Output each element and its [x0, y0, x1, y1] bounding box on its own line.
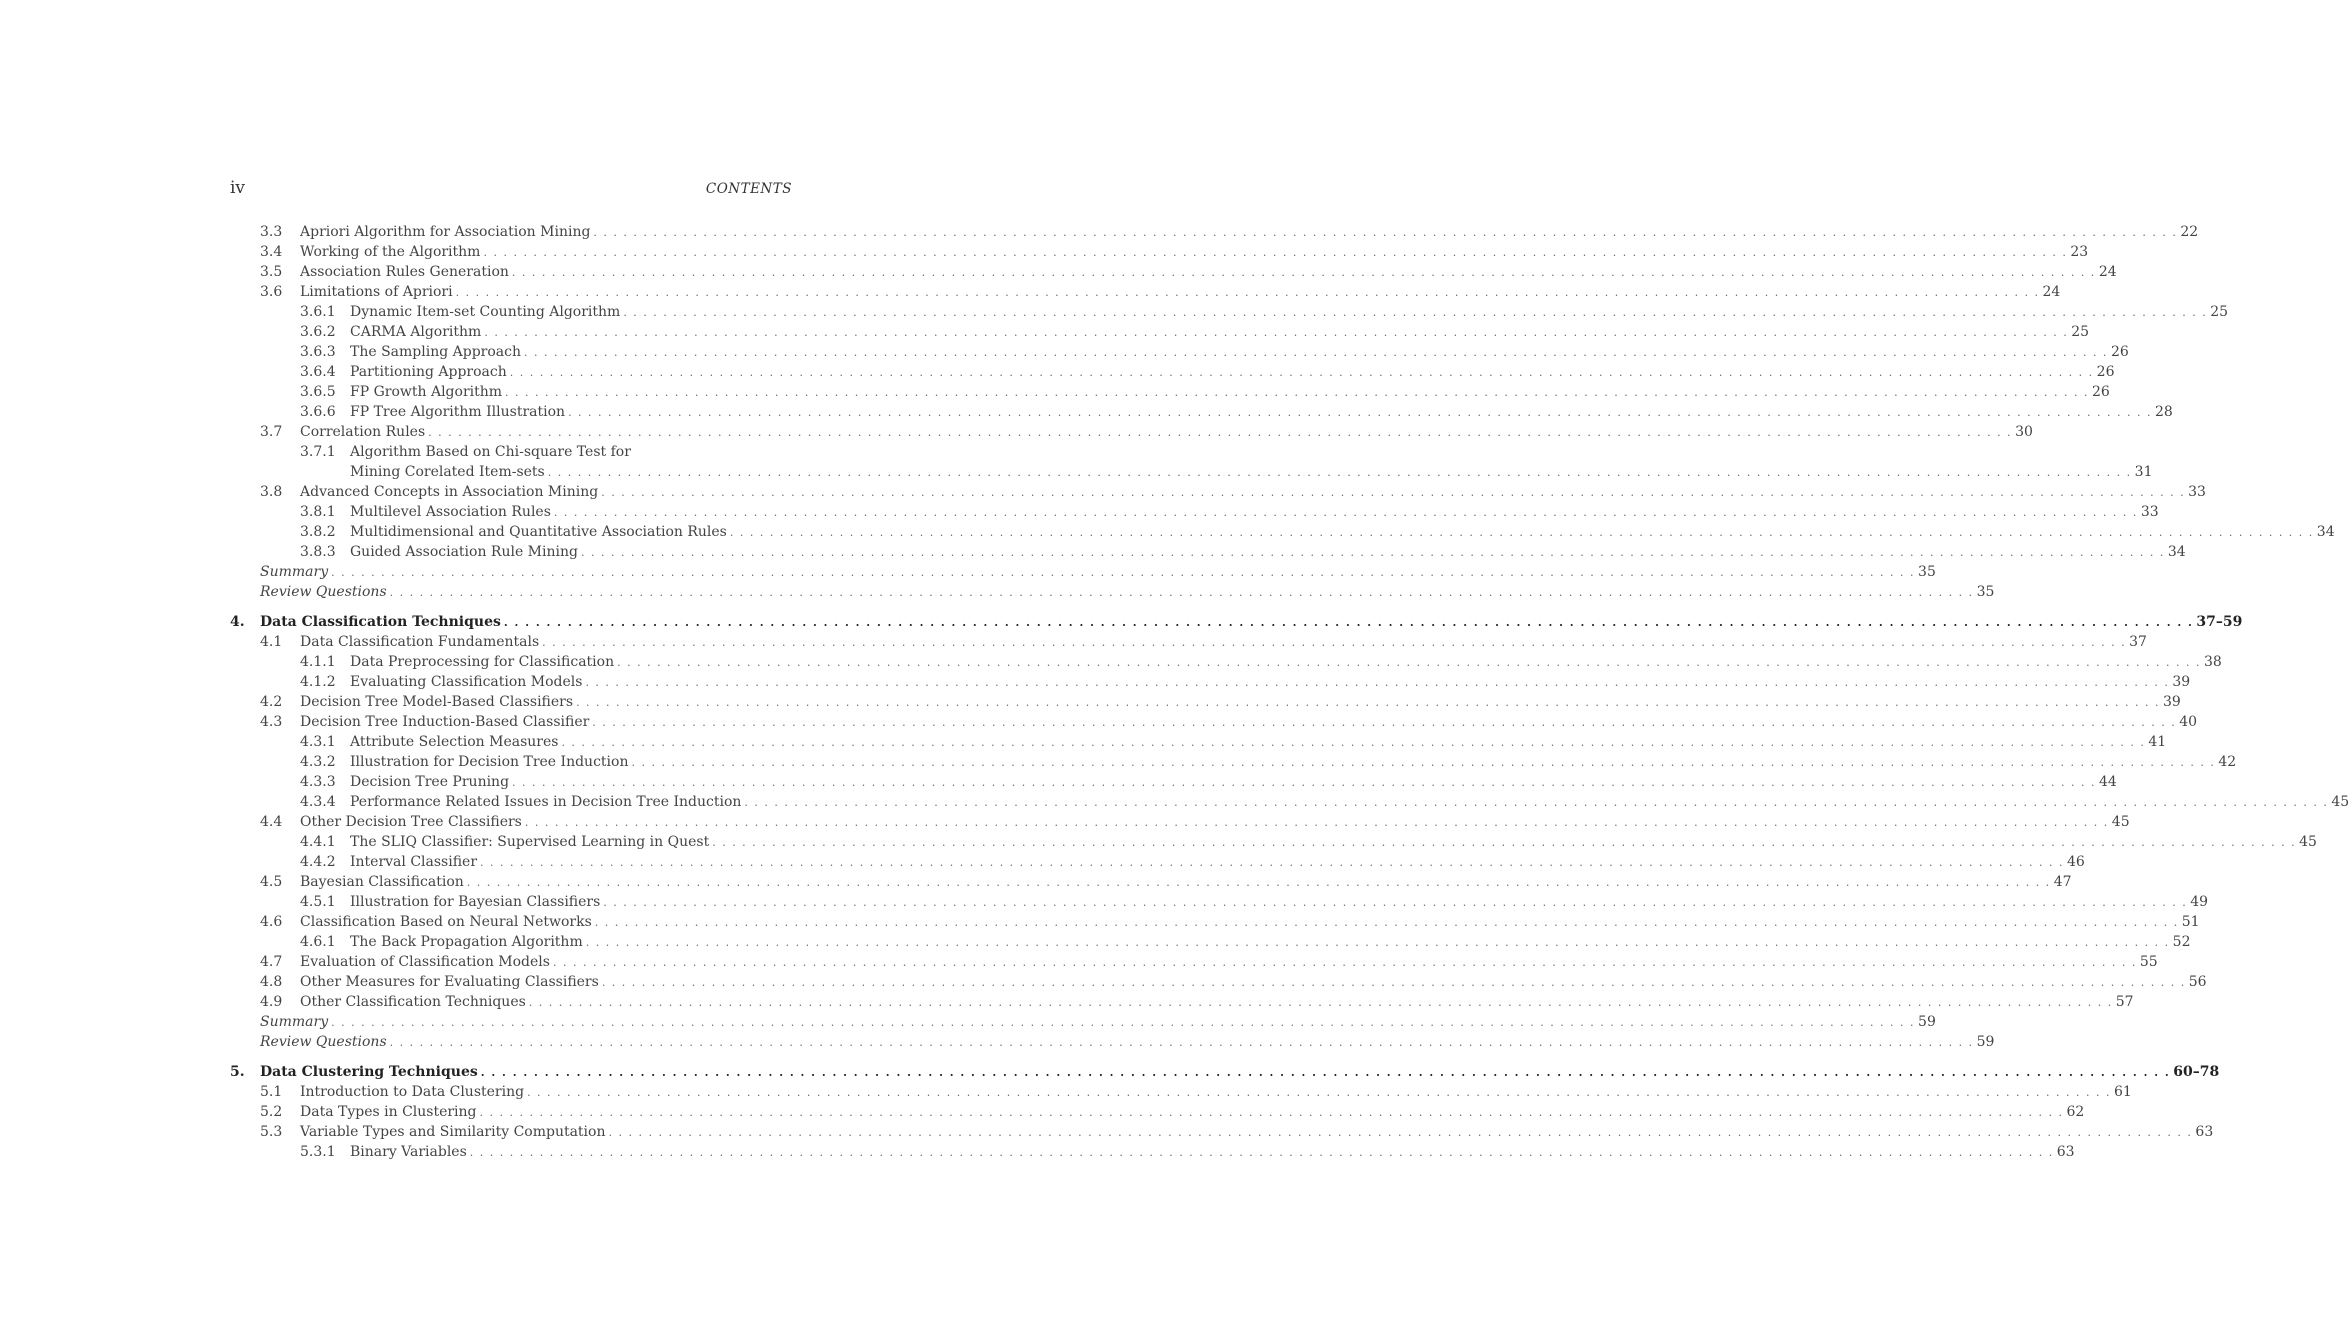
toc-entry-page: 60–78 [2170, 1062, 2189, 1082]
toc-entry-title: Attribute Selection Measures [350, 732, 561, 752]
toc-entry-page: 62 [2063, 1102, 2082, 1122]
toc-entry[interactable] [230, 972, 2207, 992]
dot-leader [603, 893, 2187, 913]
toc-entry-number: 5.3.1 [300, 1144, 336, 1160]
toc-entry-page: 49 [2187, 892, 2206, 912]
toc-entry[interactable] [230, 632, 2147, 652]
toc-entry-title: Guided Association Rule Mining [350, 542, 581, 562]
toc-entry[interactable] [230, 1012, 1936, 1032]
toc-entry-number: 3.6.3 [300, 344, 336, 360]
toc-entry[interactable] [230, 812, 2130, 832]
toc-entry-title: Bayesian Classification [300, 872, 467, 892]
dot-leader [470, 1143, 2054, 1163]
toc-entry[interactable] [230, 222, 2199, 242]
toc-entry[interactable] [230, 482, 2206, 502]
dot-leader [561, 733, 2145, 753]
toc-entry-title: Other Classification Techniques [300, 992, 529, 1012]
dot-leader [527, 1083, 2111, 1103]
toc-entry-page: 34 [2165, 542, 2184, 562]
toc-entry[interactable] [230, 832, 2317, 852]
dot-leader [512, 263, 2096, 283]
toc-entry-number: 4.8 [260, 974, 283, 990]
dot-leader [585, 673, 2169, 693]
toc-entry-page: 41 [2145, 732, 2164, 752]
dot-leader [480, 853, 2064, 873]
toc-entry-title: Evaluation of Classification Models [300, 952, 553, 972]
dot-leader [602, 973, 2186, 993]
dot-leader [554, 503, 2138, 523]
toc-entry[interactable] [230, 912, 2200, 932]
toc-entry-page: 33 [2185, 482, 2204, 502]
toc-entry-title: Illustration for Decision Tree Induction [350, 752, 631, 772]
toc-entry[interactable] [230, 1102, 2085, 1122]
toc-entry-number: 4.3.4 [300, 794, 336, 810]
toc-entry-page: 42 [2215, 752, 2234, 772]
toc-entry[interactable] [230, 382, 2110, 402]
dot-leader [428, 423, 2012, 443]
toc-entry-number: 4.4 [260, 814, 283, 830]
toc-entry-page: 35 [1915, 562, 1934, 582]
dot-leader [568, 403, 2152, 423]
dot-leader [593, 223, 2177, 243]
dot-leader [481, 1063, 2170, 1083]
toc-entry-page: 46 [2064, 852, 2083, 872]
toc-entry-page: 31 [2132, 462, 2151, 482]
dot-leader [744, 793, 2328, 813]
toc-entry-page: 35 [1974, 582, 1993, 602]
toc-entry-title: Data Preprocessing for Classification [350, 652, 617, 672]
toc-entry[interactable] [230, 1142, 2075, 1162]
toc-entry-title: Data Classification Fundamentals [300, 632, 542, 652]
dot-leader [467, 873, 2051, 893]
toc-entry-page: 45 [2109, 812, 2128, 832]
toc-entry[interactable] [230, 582, 1995, 602]
dot-leader [505, 383, 2089, 403]
toc-entry-title: Dynamic Item-set Counting Algorithm [350, 302, 623, 322]
toc-entry-title: Multilevel Association Rules [350, 502, 554, 522]
dot-leader [553, 953, 2137, 973]
toc-chapter-entry[interactable] [230, 1062, 2220, 1082]
toc-entry[interactable] [230, 522, 2335, 542]
toc-entry-number: 4.1.2 [300, 674, 336, 690]
toc-entry-number: 3.6.5 [300, 384, 336, 400]
toc-entry-number: 3.7 [260, 424, 283, 440]
toc-entry-title: Association Rules Generation [300, 262, 512, 282]
dot-leader [331, 563, 1915, 583]
toc-entry-number: 3.8 [260, 484, 283, 500]
toc-entry-title: CARMA Algorithm [350, 322, 484, 342]
dot-leader [504, 613, 2193, 633]
toc-entry-title: Data Classification Techniques [260, 612, 504, 632]
toc-entry-title: Decision Tree Induction-Based Classifier [300, 712, 592, 732]
toc-entry-number: 5.1 [260, 1084, 283, 1100]
toc-entry[interactable] [230, 892, 2209, 912]
toc-entry-number: 4.2 [260, 694, 283, 710]
toc-entry[interactable] [230, 992, 2134, 1012]
toc-entry[interactable] [230, 712, 2198, 732]
toc-entry-page: 22 [2177, 222, 2196, 242]
table-of-contents [230, 222, 2349, 1162]
toc-entry-number: 5.2 [260, 1104, 283, 1120]
toc-entry-number: 4.3.2 [300, 754, 336, 770]
toc-entry-page: 39 [2160, 692, 2179, 712]
toc-entry-number: 4. [230, 614, 245, 630]
dot-leader [623, 303, 2207, 323]
toc-entry-title: Review Questions [260, 1032, 390, 1052]
toc-entry-title: Limitations of Apriori [300, 282, 456, 302]
toc-entry-page: 39 [2169, 672, 2188, 692]
toc-chapter-entry[interactable] [230, 612, 2243, 632]
toc-entry[interactable] [230, 502, 2159, 522]
toc-entry-title: Data Types in Clustering [300, 1102, 480, 1122]
toc-entry-page: 28 [2152, 402, 2171, 422]
toc-entry-page: 51 [2179, 912, 2198, 932]
toc-entry-page: 47 [2051, 872, 2070, 892]
dot-leader [512, 773, 2096, 793]
toc-entry[interactable] [230, 282, 2061, 302]
toc-entry-title: Illustration for Bayesian Classifiers [350, 892, 603, 912]
toc-entry-title: Mining Corelated Item-sets [350, 462, 548, 482]
toc-entry-page: 26 [2094, 362, 2113, 382]
toc-entry-page: 34 [2314, 522, 2333, 542]
toc-entry-title: Evaluating Classification Models [350, 672, 585, 692]
toc-entry-title: Apriori Algorithm for Association Mining [300, 222, 593, 242]
toc-entry[interactable] [230, 1082, 2132, 1102]
toc-entry[interactable] [230, 402, 2173, 422]
toc-entry-title: Decision Tree Pruning [350, 772, 512, 792]
toc-entry-title: Interval Classifier [350, 852, 480, 872]
toc-entry-number: 4.6 [260, 914, 283, 930]
toc-entry[interactable] [230, 242, 2089, 262]
dot-leader [586, 933, 2170, 953]
dot-leader [542, 633, 2126, 653]
toc-entry-number: 3.6.1 [300, 304, 336, 320]
toc-entry-title: Data Clustering Techniques [260, 1062, 481, 1082]
toc-entry-page: 30 [2012, 422, 2031, 442]
dot-leader [390, 1033, 1974, 1053]
toc-entry-number: 3.8.1 [300, 504, 336, 520]
toc-entry-number: 4.4.2 [300, 854, 336, 870]
dot-leader [529, 993, 2113, 1013]
toc-entry[interactable] [230, 852, 2085, 872]
toc-entry-number: 4.5 [260, 874, 283, 890]
toc-entry-page: 37–59 [2193, 612, 2212, 632]
toc-entry-number: 3.5 [260, 264, 283, 280]
toc-entry-page: 25 [2207, 302, 2226, 322]
dot-leader [483, 243, 2067, 263]
toc-entry[interactable] [230, 342, 2129, 362]
toc-entry-page: 26 [2108, 342, 2127, 362]
toc-entry[interactable] [230, 652, 2222, 672]
toc-entry[interactable] [230, 362, 2115, 382]
toc-entry-page: 52 [2170, 932, 2189, 952]
toc-entry-title: Working of the Algorithm [300, 242, 483, 262]
toc-entry-page: 26 [2089, 382, 2108, 402]
page-header [230, 178, 792, 202]
toc-entry-title: Other Decision Tree Classifiers [300, 812, 525, 832]
toc-entry-title: Summary [260, 1012, 331, 1032]
toc-entry-title: Review Questions [260, 582, 390, 602]
toc-entry-number: 3.8.3 [300, 544, 336, 560]
toc-entry-number: 3.6.6 [300, 404, 336, 420]
toc-entry-number: 3.7.1 [300, 444, 336, 460]
toc-entry-title: Partitioning Approach [350, 362, 510, 382]
dot-leader [601, 483, 2185, 503]
toc-entry[interactable] [230, 542, 2186, 562]
toc-entry-title: The Sampling Approach [350, 342, 524, 362]
dot-leader [617, 653, 2201, 673]
toc-entry-number: 3.3 [260, 224, 283, 240]
dot-leader [456, 283, 2040, 303]
dot-leader [592, 713, 2176, 733]
toc-entry[interactable] [230, 952, 2158, 972]
toc-entry-title: Other Measures for Evaluating Classifiers [300, 972, 602, 992]
toc-entry-title: Correlation Rules [300, 422, 428, 442]
toc-entry-number: 5.3 [260, 1124, 283, 1140]
toc-entry-number: 3.8.2 [300, 524, 336, 540]
toc-entry-title: Classification Based on Neural Networks [300, 912, 595, 932]
toc-entry-title: Introduction to Data Clustering [300, 1082, 527, 1102]
toc-entry-number: 4.6.1 [300, 934, 336, 950]
toc-entry-page: 33 [2138, 502, 2157, 522]
toc-entry-page: 55 [2137, 952, 2156, 972]
toc-entry[interactable] [230, 752, 2237, 772]
toc-entry-title: Decision Tree Model-Based Classifiers [300, 692, 576, 712]
toc-entry-title: Summary [260, 562, 331, 582]
toc-entry-number: 4.9 [260, 994, 283, 1010]
toc-entry[interactable] [230, 442, 792, 462]
toc-entry-page: 59 [1974, 1032, 1993, 1052]
dot-leader [608, 1123, 2192, 1143]
dot-leader [631, 753, 2215, 773]
toc-entry[interactable] [230, 302, 2229, 322]
dot-leader [525, 813, 2109, 833]
toc-entry-page: 63 [2192, 1122, 2211, 1142]
toc-entry-page: 45 [2296, 832, 2315, 852]
dot-leader [390, 583, 1974, 603]
toc-entry-page: 37 [2126, 632, 2145, 652]
toc-entry[interactable] [230, 872, 2072, 892]
dot-leader [548, 463, 2132, 483]
toc-entry[interactable] [230, 322, 2090, 342]
toc-entry-page: 59 [1915, 1012, 1934, 1032]
toc-entry-number: 4.3 [260, 714, 283, 730]
toc-entry-page: 44 [2096, 772, 2115, 792]
toc-entry-title: The SLIQ Classifier: Supervised Learning in Quest [350, 832, 712, 852]
toc-entry[interactable] [230, 262, 2117, 282]
toc-entry-page: 25 [2068, 322, 2087, 342]
toc-entry-title: Advanced Concepts in Association Mining [300, 482, 601, 502]
toc-entry-title: Binary Variables [350, 1142, 470, 1162]
toc-entry-number: 4.3.1 [300, 734, 336, 750]
toc-entry-number: 4.3.3 [300, 774, 336, 790]
toc-entry-title: Variable Types and Similarity Computation [300, 1122, 608, 1142]
toc-entry[interactable] [230, 422, 2033, 442]
toc-entry-page: 63 [2054, 1142, 2073, 1162]
toc-entry-title: Algorithm Based on Chi-square Test for [350, 442, 634, 462]
dot-leader [524, 343, 2108, 363]
toc-entry-number: 4.4.1 [300, 834, 336, 850]
toc-entry[interactable] [230, 672, 2191, 692]
toc-entry[interactable] [230, 1032, 1995, 1052]
dot-leader [712, 833, 2296, 853]
toc-entry-title: FP Tree Algorithm Illustration [350, 402, 568, 422]
dot-leader [576, 693, 2160, 713]
toc-entry-page: 24 [2040, 282, 2059, 302]
toc-entry-page: 45 [2328, 792, 2347, 812]
toc-entry-page: 61 [2111, 1082, 2130, 1102]
toc-entry[interactable] [230, 462, 2153, 482]
toc-entry-number: 5. [230, 1064, 245, 1080]
toc-entry-number: 4.1 [260, 634, 283, 650]
toc-entry[interactable] [230, 792, 2349, 812]
toc-entry-number: 3.6.2 [300, 324, 336, 340]
toc-entry-page: 23 [2067, 242, 2086, 262]
toc-entry-title: Multidimensional and Quantitative Association Rules [350, 522, 730, 542]
toc-entry-page: 38 [2201, 652, 2220, 672]
toc-entry-number: 3.6.4 [300, 364, 336, 380]
toc-entry-page: 56 [2186, 972, 2205, 992]
toc-entry[interactable] [230, 732, 2167, 752]
dot-leader [510, 363, 2094, 383]
toc-entry[interactable] [230, 772, 2117, 792]
dot-leader [484, 323, 2068, 343]
toc-entry[interactable] [230, 562, 1936, 582]
toc-entry[interactable] [230, 692, 2181, 712]
toc-entry[interactable] [230, 932, 2191, 952]
toc-entry-number: 4.7 [260, 954, 283, 970]
toc-entry-page: 24 [2096, 262, 2115, 282]
dot-leader [581, 543, 2165, 563]
toc-entry-title: Performance Related Issues in Decision Tree Induction [350, 792, 744, 812]
toc-entry[interactable] [230, 1122, 2214, 1142]
toc-entry-number: 3.6 [260, 284, 283, 300]
toc-entry-number: 4.5.1 [300, 894, 336, 910]
page-number: iv [230, 178, 246, 198]
toc-entry-number: 3.4 [260, 244, 283, 260]
toc-entry-number: 4.1.1 [300, 654, 336, 670]
running-head: CONTENTS [705, 181, 792, 197]
toc-entry-title: FP Growth Algorithm [350, 382, 505, 402]
dot-leader [595, 913, 2179, 933]
toc-entry-page: 57 [2113, 992, 2132, 1012]
toc-entry-page: 40 [2176, 712, 2195, 732]
dot-leader [480, 1103, 2064, 1123]
dot-leader [730, 523, 2314, 543]
dot-leader [331, 1013, 1915, 1033]
toc-entry-title: The Back Propagation Algorithm [350, 932, 586, 952]
